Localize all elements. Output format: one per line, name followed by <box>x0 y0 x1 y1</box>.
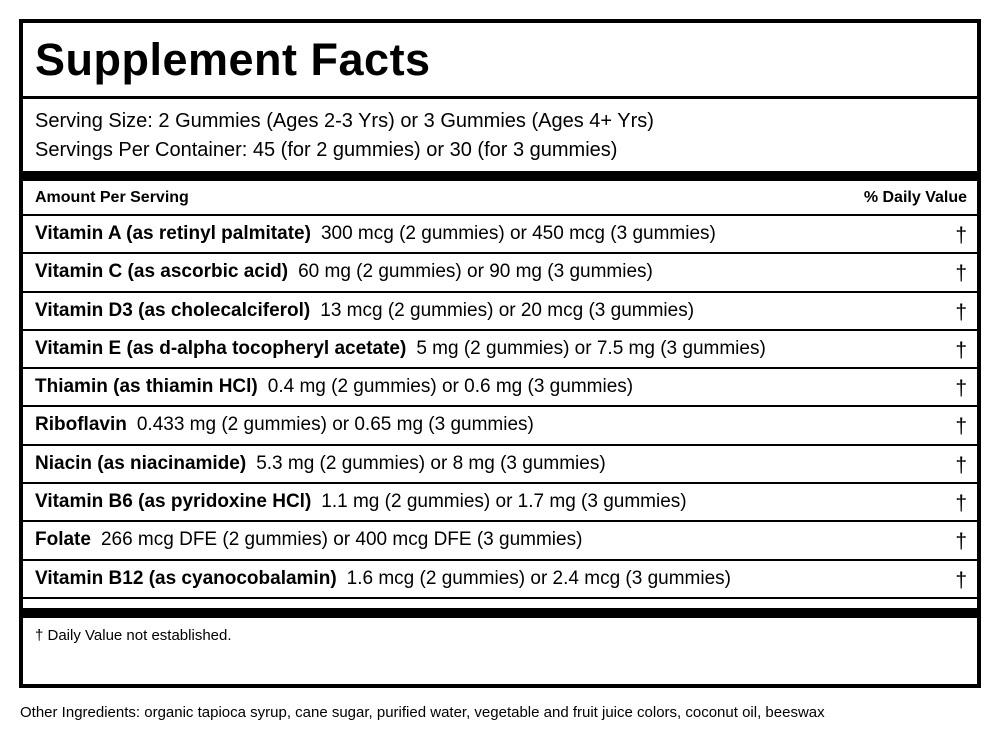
daily-value-dagger: † <box>955 338 967 362</box>
nutrient-amount: 13 mcg (2 gummies) or 20 mcg (3 gummies) <box>320 299 695 321</box>
nutrient-name: Riboflavin <box>35 414 127 436</box>
nutrient-name: Vitamin E (as d-alpha tocopheryl acetate) <box>35 337 407 359</box>
thick-divider-bottom <box>23 608 977 618</box>
nutrient-text <box>35 454 606 473</box>
supplement-facts-panel <box>19 19 981 688</box>
nutrient-list <box>23 216 977 599</box>
daily-value-dagger: † <box>955 492 967 516</box>
serving-info <box>23 99 977 171</box>
nutrient-amount: 1.6 mcg (2 gummies) or 2.4 mcg (3 gummies) <box>346 567 731 589</box>
title-section <box>23 23 977 99</box>
nutrient-row <box>23 331 977 369</box>
nutrient-text <box>35 301 694 320</box>
daily-value-dagger: † <box>955 415 967 439</box>
nutrient-row <box>23 522 977 560</box>
daily-value-dagger: † <box>955 377 967 401</box>
nutrient-amount: 0.4 mg (2 gummies) or 0.6 mg (3 gummies) <box>267 376 634 398</box>
nutrient-text <box>35 224 716 243</box>
nutrient-name: Vitamin B12 (as cyanocobalamin) <box>35 567 337 589</box>
nutrient-text <box>35 262 653 281</box>
nutrient-amount: 1.1 mg (2 gummies) or 1.7 mg (3 gummies) <box>321 491 687 513</box>
servings-per-container: Servings Per Container: 45 (for 2 gummies) or 30 (for 3 gummies) <box>35 139 618 161</box>
daily-value-dagger: † <box>955 224 967 247</box>
nutrient-name: Vitamin A (as retinyl palmitate) <box>35 223 311 244</box>
amount-per-serving-header: Amount Per Serving <box>35 189 189 206</box>
daily-value-header: % Daily Value <box>863 189 967 206</box>
nutrient-name: Niacin (as niacinamide) <box>35 452 247 474</box>
nutrient-text <box>35 569 731 588</box>
nutrient-row <box>23 254 977 292</box>
nutrient-name: Vitamin D3 (as cholecalciferol) <box>35 299 311 321</box>
nutrient-text <box>35 377 633 396</box>
daily-value-dagger: † <box>955 300 967 324</box>
serving-size: Serving Size: 2 Gummies (Ages 2-3 Yrs) or 3 Gummies (Ages 4+ Yrs) <box>35 110 654 132</box>
nutrient-name: Thiamin (as thiamin HCl) <box>35 376 258 398</box>
nutrient-row <box>23 293 977 331</box>
daily-value-dagger: † <box>955 530 967 554</box>
nutrient-amount: 5.3 mg (2 gummies) or 8 mg (3 gummies) <box>256 452 606 474</box>
nutrient-name: Vitamin B6 (as pyridoxine HCl) <box>35 491 312 513</box>
nutrient-amount: 266 mcg DFE (2 gummies) or 400 mcg DFE (3 gummies) <box>100 529 583 551</box>
nutrient-text <box>35 530 582 549</box>
nutrient-name: Folate <box>35 529 91 551</box>
nutrient-row <box>23 446 977 484</box>
panel-title: Supplement Facts <box>35 34 431 85</box>
daily-value-dagger: † <box>955 262 967 286</box>
footnote: † Daily Value not established. <box>35 627 232 644</box>
daily-value-dagger: † <box>955 453 967 477</box>
nutrient-name: Vitamin C (as ascorbic acid) <box>35 261 289 283</box>
nutrient-row <box>23 369 977 407</box>
nutrient-amount: 5 mg (2 gummies) or 7.5 mg (3 gummies) <box>416 337 766 359</box>
nutrient-row <box>23 484 977 522</box>
nutrient-amount: 60 mg (2 gummies) or 90 mg (3 gummies) <box>298 261 653 283</box>
nutrient-text <box>35 415 534 434</box>
column-header-row <box>23 181 977 216</box>
nutrient-text <box>35 492 687 511</box>
nutrient-row <box>23 216 977 254</box>
other-ingredients: Other Ingredients: organic tapioca syrup, cane sugar, purified water, vegetable and fruit juice colors, coconut oil, beeswax <box>20 704 825 721</box>
nutrient-amount: 0.433 mg (2 gummies) or 0.65 mg (3 gummies) <box>136 414 534 436</box>
daily-value-dagger: † <box>955 568 967 592</box>
thick-divider-top <box>23 171 977 181</box>
nutrient-row <box>23 561 977 599</box>
nutrient-amount: 300 mcg (2 gummies) or 450 mcg (3 gummies) <box>320 223 716 244</box>
nutrient-text <box>35 339 766 358</box>
nutrient-row <box>23 407 977 445</box>
